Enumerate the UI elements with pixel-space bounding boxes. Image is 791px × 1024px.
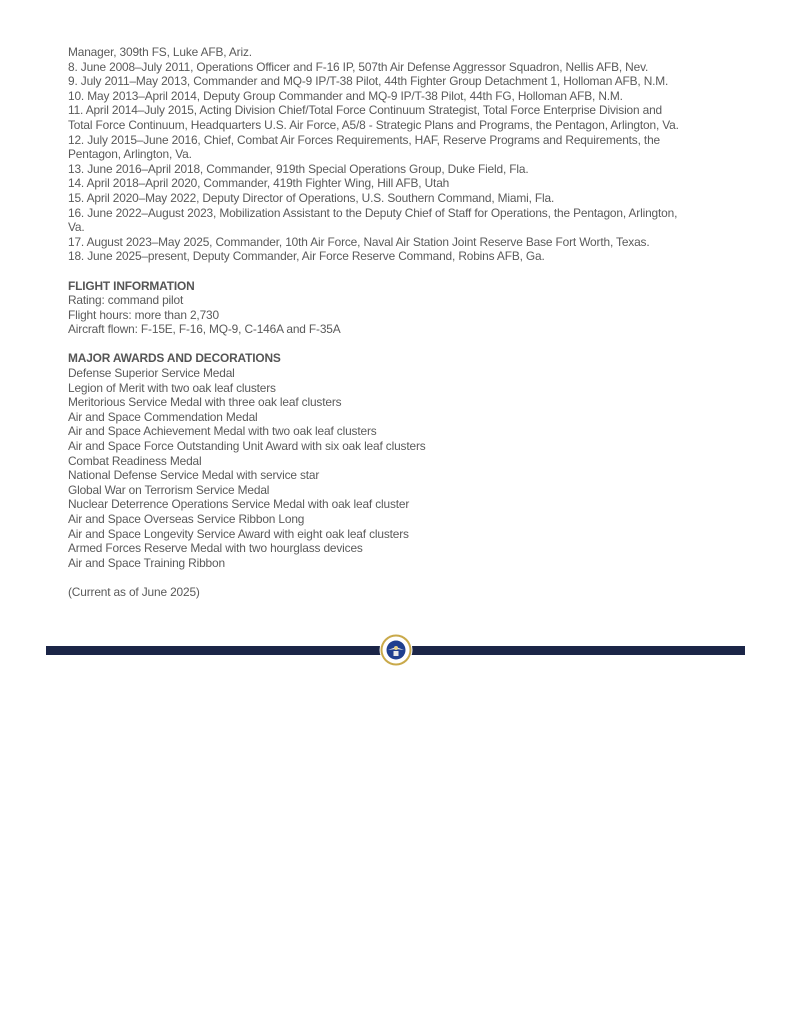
award-item: Combat Readiness Medal [68, 453, 202, 468]
award-item: Legion of Merit with two oak leaf clusters [68, 380, 276, 395]
flight-info-heading: FLIGHT INFORMATION [68, 278, 195, 293]
awards-heading: MAJOR AWARDS AND DECORATIONS [68, 351, 281, 366]
award-item: Global War on Terrorism Service Medal [68, 482, 270, 497]
flight-info-line: Rating: command pilot [68, 293, 184, 308]
assignment-item: 18. June 2025–present, Deputy Commander, Air Force Reserve Command, Robins AFB, Ga. [68, 249, 545, 264]
award-item: Armed Forces Reserve Medal with two hourglass devices [68, 541, 363, 556]
assignment-item: 16. June 2022–August 2023, Mobilization Assistant to the Deputy Chief of Staff for Operations, the Pentagon, Arlington, [68, 205, 678, 220]
award-item: Air and Space Overseas Service Ribbon Long [68, 512, 305, 526]
award-item: Air and Space Longevity Service Award with eight oak leaf clusters [68, 526, 409, 541]
award-item: Air and Space Training Ribbon [68, 555, 225, 570]
assignment-item: 11. April 2014–July 2015, Acting Division Chief/Total Force Continuum Strategist, Total Force Enterprise Division and [68, 103, 663, 118]
award-item: Defense Superior Service Medal [68, 366, 235, 381]
award-item: Air and Space Achievement Medal with two oak leaf clusters [68, 424, 377, 439]
flight-info-line: Aircraft flown: F-15E, F-16, MQ-9, C-146A and F-35A [68, 322, 341, 337]
assignment-continuation: Manager, 309th FS, Luke AFB, Ariz. [68, 45, 252, 59]
assignment-item: 13. June 2016–April 2018, Commander, 919th Special Operations Group, Duke Field, Fla. [68, 161, 529, 176]
biography-document [68, 45, 738, 600]
currency-note: (Current as of June 2025) [68, 584, 200, 599]
assignment-item: 15. April 2020–May 2022, Deputy Director of Operations, U.S. Southern Command, Miami, Fla. [68, 190, 555, 205]
flight-info-line: Flight hours: more than 2,730 [68, 307, 219, 322]
assignment-list [68, 60, 738, 264]
assignment-item: 17. August 2023–May 2025, Commander, 10th Air Force, Naval Air Station Joint Reserve Base Fort Worth, Texas. [68, 234, 650, 249]
assignment-item: 9. July 2011–May 2013, Commander and MQ-9 IP/T-38 Pilot, 44th Fighter Group Detachment 1, Holloman AFB, N.M. [68, 74, 669, 89]
award-item: Air and Space Force Outstanding Unit Award with six oak leaf clusters [68, 439, 426, 454]
award-item: Air and Space Commendation Medal [68, 409, 258, 424]
assignment-item: Total Force Continuum, Headquarters U.S. Air Force, A5/8 - Strategic Plans and Programs, the Pentagon, Arlington, Va. [68, 117, 679, 132]
award-item: Meritorious Service Medal with three oak leaf clusters [68, 395, 342, 410]
assignment-item: 12. July 2015–June 2016, Chief, Combat Air Forces Requirements, HAF, Reserve Programs and Requirements, the [68, 132, 660, 147]
assignment-item: 8. June 2008–July 2011, Operations Officer and F-16 IP, 507th Air Defense Aggressor Squadron, Nellis AFB, Nev. [68, 59, 649, 74]
air-force-seal-icon [379, 633, 413, 667]
assignment-item: Va. [68, 220, 85, 235]
flight-info-list [68, 293, 738, 337]
assignment-item: 10. May 2013–April 2014, Deputy Group Commander and MQ-9 IP/T-38 Pilot, 44th FG, Holloman AFB, N.M. [68, 88, 623, 103]
award-item: National Defense Service Medal with service star [68, 468, 320, 483]
assignment-item: 14. April 2018–April 2020, Commander, 419th Fighter Wing, Hill AFB, Utah [68, 176, 450, 191]
award-item: Nuclear Deterrence Operations Service Medal with oak leaf cluster [68, 497, 410, 512]
assignment-item: Pentagon, Arlington, Va. [68, 147, 192, 162]
awards-list [68, 366, 738, 570]
